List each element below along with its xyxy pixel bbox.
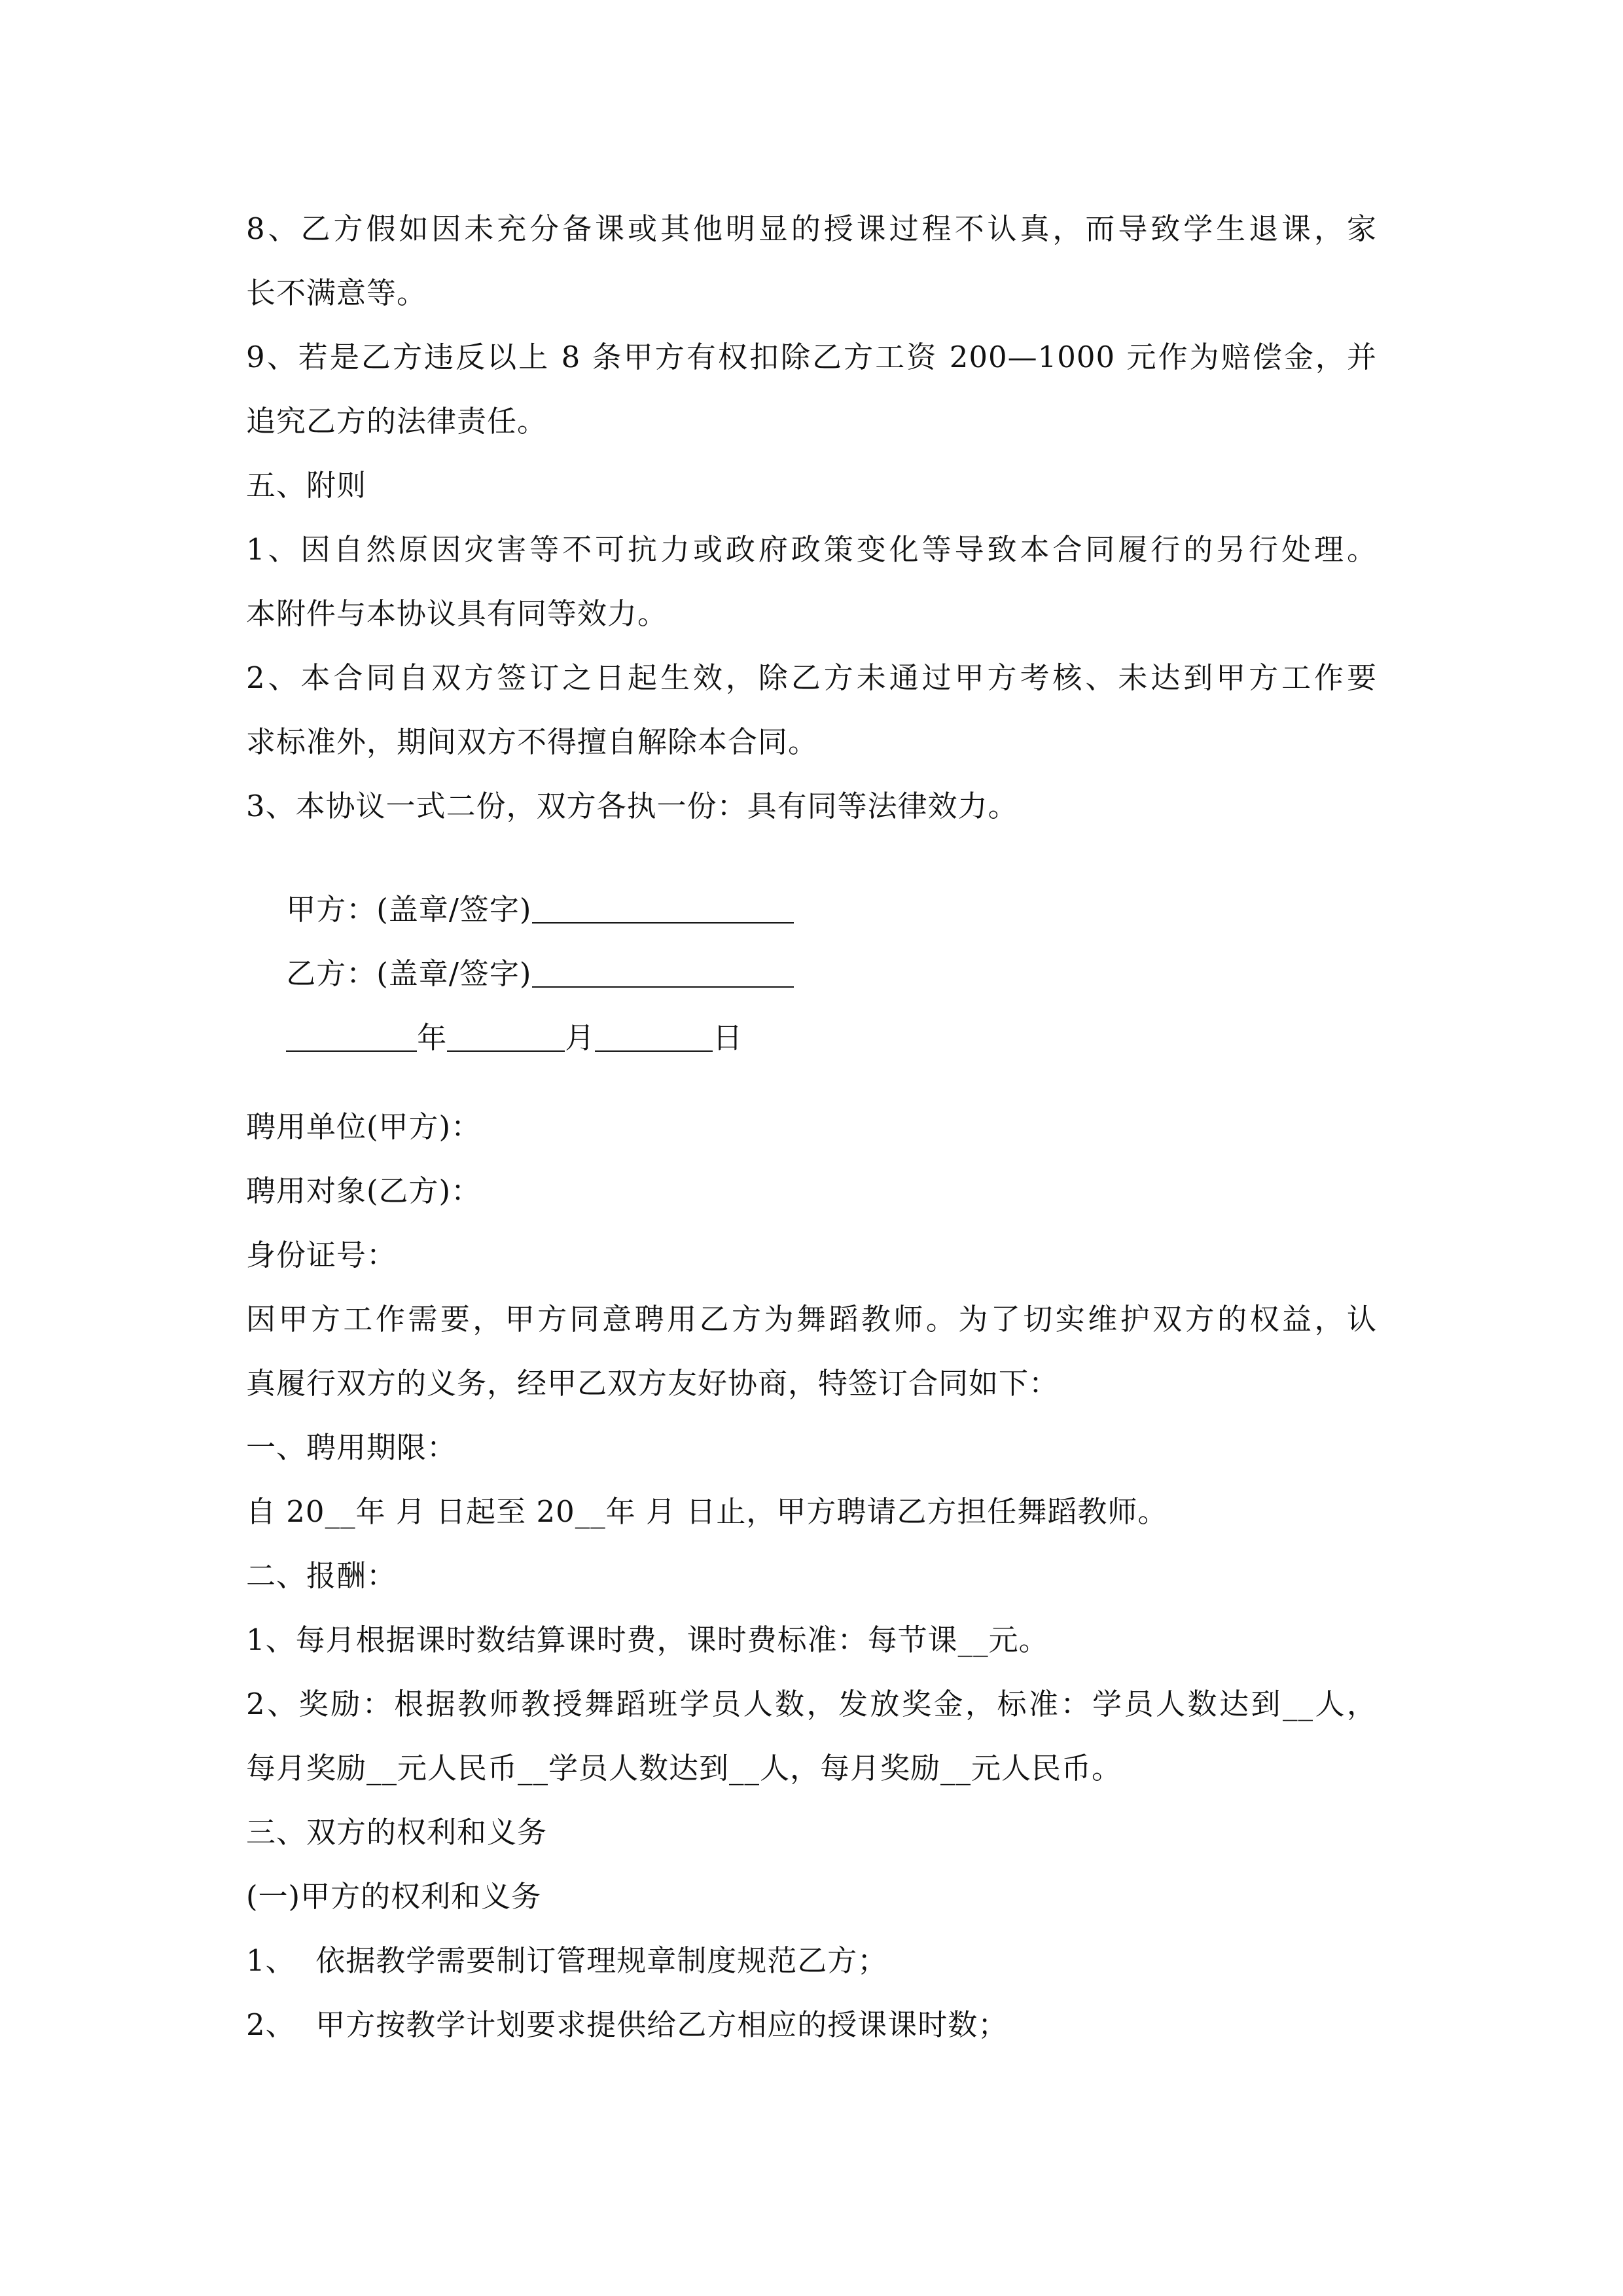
clause-8-line-1: 8、乙方假如因未充分备课或其他明显的授课过程不认真，而导致学生退课，家 xyxy=(246,211,1377,246)
id-number-label: 身份证号： xyxy=(246,1238,397,1272)
employee-label: 聘用对象(乙方)： xyxy=(246,1174,482,1208)
month-label: 月 xyxy=(565,1020,596,1055)
signature-date-row xyxy=(246,979,743,1055)
annex-1-line-2: 本附件与本协议具有同等效力。 xyxy=(246,596,668,631)
party-b-signature-label: 乙方：(盖章/签字) xyxy=(286,956,532,991)
section-3-heading: 三、双方的权利和义务 xyxy=(246,1815,548,1850)
pay-1-line: 1、每月根据课时数结算课时费，课时费标准：每节课__元。 xyxy=(246,1623,1049,1657)
clause-9-line-2: 追究乙方的法律责任。 xyxy=(246,404,548,439)
clause-8-line-2: 长不满意等。 xyxy=(246,276,427,310)
preamble-line-1: 因甲方工作需要，甲方同意聘用乙方为舞蹈教师。为了切实维护双方的权益，认 xyxy=(246,1302,1377,1336)
section-2-heading: 二、报酬： xyxy=(246,1558,397,1593)
annex-2-line-1: 2、本合同自双方签订之日起生效，除乙方未通过甲方考核、未达到甲方工作要 xyxy=(246,660,1377,695)
annex-1-line-1: 1、因自然原因灾害等不可抗力或政府政策变化等导致本合同履行的另行处理。 xyxy=(246,532,1377,567)
party-a-duty-2: 2、 甲方按教学计划要求提供给乙方相应的授课课时数； xyxy=(246,2007,1008,2042)
pay-2-line-1: 2、奖励：根据教师教授舞蹈班学员人数，发放奖金，标准：学员人数达到__人， xyxy=(246,1687,1377,1721)
annex-2-line-2: 求标准外，期间双方不得擅自解除本合同。 xyxy=(246,725,819,759)
employer-label: 聘用单位(甲方)： xyxy=(246,1109,482,1144)
month-blank xyxy=(447,1022,565,1052)
preamble-line-2: 真履行双方的义务，经甲乙双方友好协商，特签订合同如下： xyxy=(246,1366,1060,1401)
party-a-signature-label: 甲方：(盖章/签字) xyxy=(286,892,532,927)
term-line: 自 20__年 月 日起至 20__年 月 日止，甲方聘请乙方担任舞蹈教师。 xyxy=(246,1494,1168,1529)
day-label: 日 xyxy=(713,1020,743,1055)
party-b-signature-row xyxy=(246,915,794,991)
party-a-signature-row xyxy=(246,851,794,927)
party-a-duty-1: 1、 依据教学需要制订管理规章制度规范乙方； xyxy=(246,1943,888,1978)
year-blank xyxy=(286,1022,417,1052)
clause-9-line-1: 9、若是乙方违反以上 8 条甲方有权扣除乙方工资 200—1000 元作为赔偿金，并 xyxy=(246,340,1377,374)
pay-2-line-2: 每月奖励__元人民币__学员人数达到__人，每月奖励__元人民币。 xyxy=(246,1751,1122,1785)
annex-3-line: 3、本协议一式二份，双方各执一份：具有同等法律效力。 xyxy=(246,789,1018,823)
section-5-heading: 五、附则 xyxy=(246,468,367,503)
document-page xyxy=(246,0,1377,2296)
year-label: 年 xyxy=(417,1020,448,1055)
section-1-heading: 一、聘用期限： xyxy=(246,1430,457,1465)
day-blank xyxy=(595,1022,713,1052)
subsection-1-heading: (一)甲方的权利和义务 xyxy=(246,1879,542,1914)
